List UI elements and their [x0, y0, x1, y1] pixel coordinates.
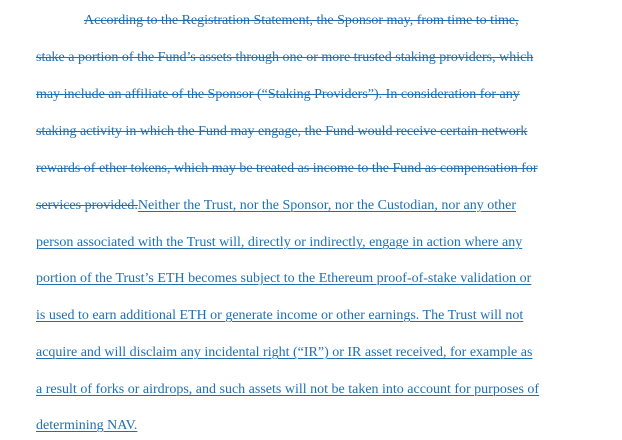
- deleted-text: stake a portion of the Fund’s assets through one or more trusted staking providers, which: [36, 50, 534, 65]
- deleted-text: According to the Registration Statement, the Sponsor may, from time to time,: [84, 13, 519, 28]
- inserted-text: portion of the Trust’s ETH becomes subject to the Ethereum proof-of-stake validation or: [36, 271, 532, 286]
- inserted-text: a result of forks or airdrops, and such assets will not be taken into account for purposes of: [36, 382, 540, 397]
- paragraph-line: [36, 380, 539, 400]
- deleted-text: staking activity in which the Fund may engage, the Fund would receive certain network: [36, 124, 528, 139]
- paragraph-line: [36, 343, 532, 363]
- paragraph-line: [36, 85, 520, 105]
- inserted-text: is used to earn additional ETH or generate income or other earnings. The Trust will not: [36, 308, 524, 323]
- paragraph-line: [36, 48, 533, 68]
- deleted-text: rewards of ether tokens, which may be treated as income to the Fund as compensation for: [36, 161, 538, 176]
- inserted-text: acquire and will disclaim any incidental right (“IR”) or IR asset received, for example as: [36, 345, 533, 360]
- paragraph-line: [36, 306, 523, 326]
- paragraph-line: [84, 11, 519, 31]
- deleted-text: may include an affiliate of the Sponsor (“Staking Providers”). In consideration for any: [36, 87, 520, 102]
- paragraph-line: [36, 196, 516, 216]
- deleted-text: services provided.: [36, 198, 138, 213]
- paragraph-line: [36, 416, 137, 436]
- paragraph-line: [36, 269, 531, 289]
- inserted-text: determining NAV.: [36, 418, 138, 433]
- paragraph-line: [36, 159, 538, 179]
- paragraph-line: [36, 233, 522, 253]
- inserted-text: Neither the Trust, nor the Sponsor, nor the Custodian, nor any other: [137, 198, 517, 213]
- inserted-text: person associated with the Trust will, directly or indirectly, engage in action where any: [36, 235, 523, 250]
- paragraph-line: [36, 122, 527, 142]
